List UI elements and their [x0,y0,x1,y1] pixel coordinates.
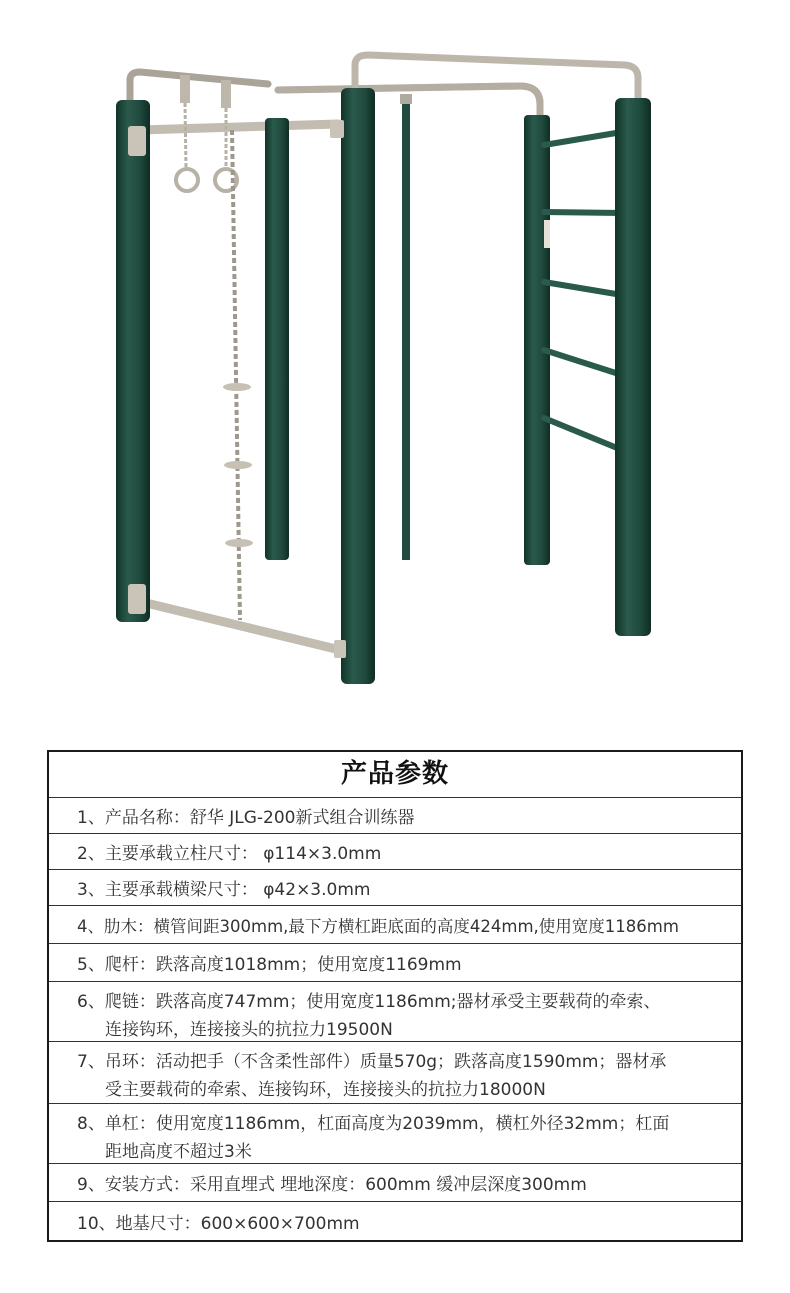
back-right-post [524,115,550,565]
climbing-chain [223,130,253,620]
spec-text-line2: 连接钩环，连接接头的抗拉力19500N [105,1020,393,1040]
climbing-pole [402,96,410,560]
front-left-post [116,100,150,622]
spec-text: 4、肋木：横管间距300mm,最下方横杠距底面的高度424mm,使用宽度1186mm [77,916,679,936]
spec-row-climbing-chain [49,982,741,1042]
spec-row-installation [49,1164,741,1202]
spec-row-beam-size [49,870,741,906]
spec-row-rings [49,1042,741,1104]
spec-row-horizontal-bar [49,1104,741,1164]
spec-text-line2: 距地高度不超过3米 [105,1142,252,1162]
spec-row-name [49,798,741,834]
spec-text: 1、产品名称：舒华 JLG-200新式组合训练器 [77,808,415,828]
spec-row-climbing-pole [49,944,741,982]
back-left-post [265,118,289,560]
spec-row-column-size [49,834,741,870]
spec-text: 2、主要承载立柱尺寸： φ114×3.0mm [77,844,382,864]
front-middle-post [341,88,375,684]
spec-text-line1: 6、爬链：跌落高度747mm；使用宽度1186mm;器材承受主要载荷的牵索、 [77,992,661,1012]
wall-bars [544,132,622,450]
spec-text: 5、爬杆：跌落高度1018mm；使用宽度1169mm [77,955,462,975]
spec-text-line1: 7、吊环：活动把手（不含柔性部件）质量570g；跌落高度1590mm；器材承 [77,1052,667,1072]
spec-text: 3、主要承载横梁尺寸： φ42×3.0mm [77,880,371,900]
front-right-post [615,98,651,636]
spec-text-line2: 受主要载荷的牵索、连接钩环，连接接头的抗拉力18000N [105,1080,546,1100]
spec-text-line1: 8、单杠：使用宽度1186mm，杠面高度为2039mm，横杠外径32mm；杠面 [77,1114,670,1134]
spec-row-foundation [49,1202,741,1240]
spec-text: 9、安装方式：采用直埋式 埋地深度：600mm 缓冲层深度300mm [77,1175,587,1195]
table-title: 产品参数 [49,752,741,798]
spec-table [47,750,743,1242]
spec-row-wall-bars [49,906,741,944]
spec-text: 10、地基尺寸：600×600×700mm [77,1213,360,1234]
